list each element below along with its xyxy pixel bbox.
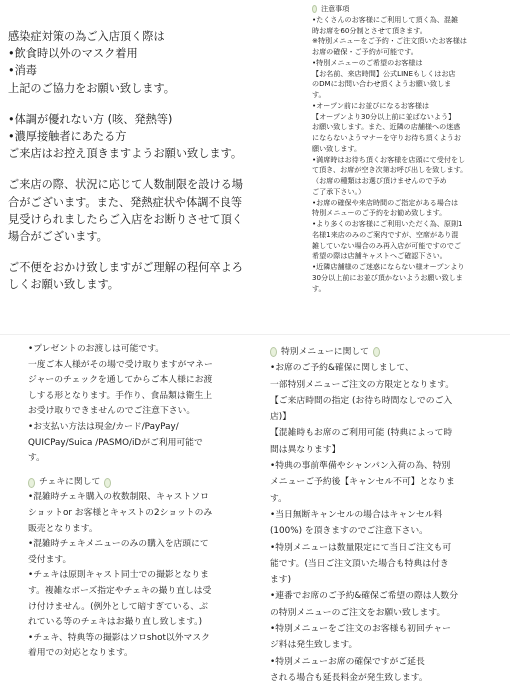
text-line: •特典の事前準備やシャンパン入荷の為、特別	[270, 461, 451, 472]
text-line: QUICPay/Suica /PASMO/iDがご利用可能で	[28, 437, 203, 448]
text-line: 合がございます。また、発熱症状や体調不良等	[8, 195, 243, 209]
special-menu-list	[270, 360, 458, 686]
text-line: す。複雑なポーズ指定やチェキの撮り直しは受	[28, 585, 212, 596]
text-line: •濃厚接触者にあたる方	[8, 130, 127, 144]
caution-title: 注意事項	[321, 4, 350, 13]
text-line: ご不便をおかけ致しますがご理解の程何卒よろ	[8, 261, 243, 275]
text-line: す。	[312, 283, 326, 293]
text-line: のDMにお問い合わせ頂くようお願い致しま	[312, 79, 452, 89]
text-line: ます)	[270, 575, 292, 586]
text-line: •混雑時チェキ購入の枚数制限、キャストソロ	[28, 492, 209, 503]
leaf-icon	[104, 478, 111, 488]
text-line: お席の確保・ご予約が可能です。	[312, 47, 418, 56]
text-line: しくお願い致します。	[8, 278, 119, 292]
text-line: 着用での対応となります。	[28, 648, 133, 659]
text-line: 店)】	[270, 412, 292, 423]
text-line: ショットor お客様とキャストの2ショットのみ	[28, 507, 213, 518]
gift-payment-cheki-notes	[28, 342, 213, 662]
special-menu-title: 特別メニューに関して	[281, 347, 369, 357]
text-line: •特別メニューは数量限定にて当日ご注文も可	[270, 542, 452, 553]
text-line: •チェキは原則キャスト同士での撮影となりま	[28, 570, 209, 581]
text-line: 感染症対策の為ご入店頂く際は	[8, 30, 165, 43]
text-line: れている等のチェキはお撮り直し致します。)	[28, 617, 203, 628]
text-line: •飲食時以外のマスク着用	[8, 47, 138, 61]
caution-heading	[312, 4, 488, 15]
leaf-icon	[28, 478, 35, 488]
cheki-heading	[28, 475, 213, 491]
text-line: 販売となります。	[28, 523, 98, 534]
text-line: 受付ます。	[28, 554, 72, 565]
text-line: •体調が優れない方 (咳、発熱等)	[8, 112, 173, 126]
special-menu-notes	[270, 344, 458, 686]
text-line: •お席のご予約&確保に関しまして、	[270, 363, 414, 374]
text-line: •混雑時チェキメニューのみの購入を店頭にて	[28, 539, 209, 550]
text-line: •お席の確保や来店時間のご指定がある場合は	[312, 197, 459, 207]
text-line: •満席時はお待ち頂くお客様を店頭にて受付をし	[312, 154, 466, 164]
text-line: 【ご来店時間の指定 (お待ち時間なしでのご入	[270, 395, 453, 406]
text-line: •チェキ、特典等の撮影はソロshot以外マスク	[28, 632, 210, 643]
text-line: •特別メニューのご希望のお客様は	[312, 57, 423, 67]
text-line: (100%) を頂きますのでご注意下さい。	[270, 526, 428, 537]
section-divider	[0, 334, 510, 335]
text-line: •より多くのお客様にご利用いただく為、原則1	[312, 219, 463, 228]
text-line: ※特別メニューをご予約・ご注文頂いたお客様は	[312, 36, 467, 46]
text-line: •連番でお席のご予約&確保ご希望の際は人数分	[270, 591, 458, 602]
text-line: 上記のご協力をお願い致します。	[8, 81, 175, 95]
paragraph-gap	[8, 245, 243, 259]
text-line: 【混雑時もお席のご利用可能 (特典によって時	[270, 428, 453, 439]
text-line: •当日無断キャンセルの場合はキャンセル料	[270, 509, 443, 520]
text-line: 名様1来店のみのご案内ですが、空席があり混	[312, 229, 459, 239]
special-menu-heading	[270, 344, 458, 360]
text-line: 特別メニューのご予約をお勧め致します。	[312, 208, 447, 218]
text-line: 【お名前、来店時間】公式LINEもしくはお店	[312, 68, 456, 78]
cheki-title: チェキに関して	[39, 476, 101, 487]
paragraph-gap	[8, 162, 243, 176]
text-line: しする形となります。手作り、食品類は衛生上	[28, 390, 213, 401]
text-line: 願い致します。	[312, 143, 362, 153]
text-line: •プレゼントのお渡しは可能です。	[28, 344, 165, 354]
text-line: •たくさんのお客様にご利用して頂く為、混雑	[312, 14, 459, 24]
text-line: お受け取りできませんのでご注意下さい。	[28, 406, 196, 417]
text-line: 一度ご本人様がその場で受け取りますがマネー	[28, 359, 213, 370]
text-line: メニューご予約後【キャンセル不可】となりま	[270, 477, 455, 488]
text-line: ジャーのチェックを通してからご本人様にお渡	[28, 375, 213, 386]
text-line: にならないようマナーを守りお待ち頂くようお	[312, 133, 461, 142]
text-line: 希望の際は店舗キャストへご確認下さい。	[312, 251, 447, 261]
leaf-icon	[373, 347, 380, 357]
text-line: •特別メニューお席の確保ですがご延長	[270, 656, 425, 667]
text-line: お願い致します。また、近隣の店舗様への迷惑	[312, 122, 461, 132]
infection-control-notice	[8, 28, 243, 294]
text-line: ご了承下さい。）	[312, 186, 366, 196]
cheki-list	[28, 490, 213, 662]
text-line: （お席の種類はお選び頂けませんので予め	[312, 176, 447, 185]
leaf-icon	[312, 5, 317, 13]
text-line: 【オープンより30分以上前に並ばないよう】	[312, 111, 456, 121]
text-line: ご来店はお控え頂きますようお願い致します。	[8, 147, 243, 161]
text-line: の特別メニューのご注文をお願い致します。	[270, 607, 446, 618]
text-line: •お支払い方法は現金/カード/PayPay/	[28, 421, 179, 432]
text-line: け付けません。(例外として暗すぎている、ぶ	[28, 601, 208, 612]
paragraph-gap	[8, 97, 243, 111]
caution-list	[312, 15, 488, 295]
leaf-icon	[270, 347, 277, 357]
gift-payment-list	[28, 342, 213, 467]
text-line: 30分以上前にお並び頂かないようお願い致しま	[312, 272, 463, 282]
text-line: 能です。(当日ご注文頂いた場合も特典は付き	[270, 558, 449, 569]
text-line: •近隣店舗様のご迷惑にならない様オープンより	[312, 262, 465, 271]
text-line: ジ料は発生致します。	[270, 640, 358, 651]
text-line: ご来店の際、状況に応じて人数制限を設ける場	[8, 178, 243, 192]
text-line: 雑していない場合のみ再入店が可能ですのでご	[312, 240, 461, 250]
text-line: •オープン前にお並びになるお客様は	[312, 100, 430, 110]
text-line: 見受けられましたらご入店をお断りさせて頂く	[8, 212, 243, 226]
text-line: 時お席を60分制とさせて頂きます。	[312, 25, 427, 35]
caution-notes	[312, 4, 488, 294]
text-line: 間は異なります】	[270, 444, 341, 455]
text-line: 場合がございます。	[8, 230, 108, 244]
text-line: 一部特別メニューご注文の方限定となります。	[270, 379, 455, 390]
text-line: される場合も延長料金が発生致します。	[270, 672, 428, 683]
text-line: •特別メニューをご注文のお客様も初回チャー	[270, 624, 451, 635]
text-line: す。	[28, 453, 45, 464]
text-line: す。	[312, 90, 326, 99]
text-line: す。	[270, 493, 287, 504]
text-line: て頂き、お席が空き次第お呼び出しを致します。	[312, 165, 468, 175]
text-line: •消毒	[8, 64, 37, 78]
